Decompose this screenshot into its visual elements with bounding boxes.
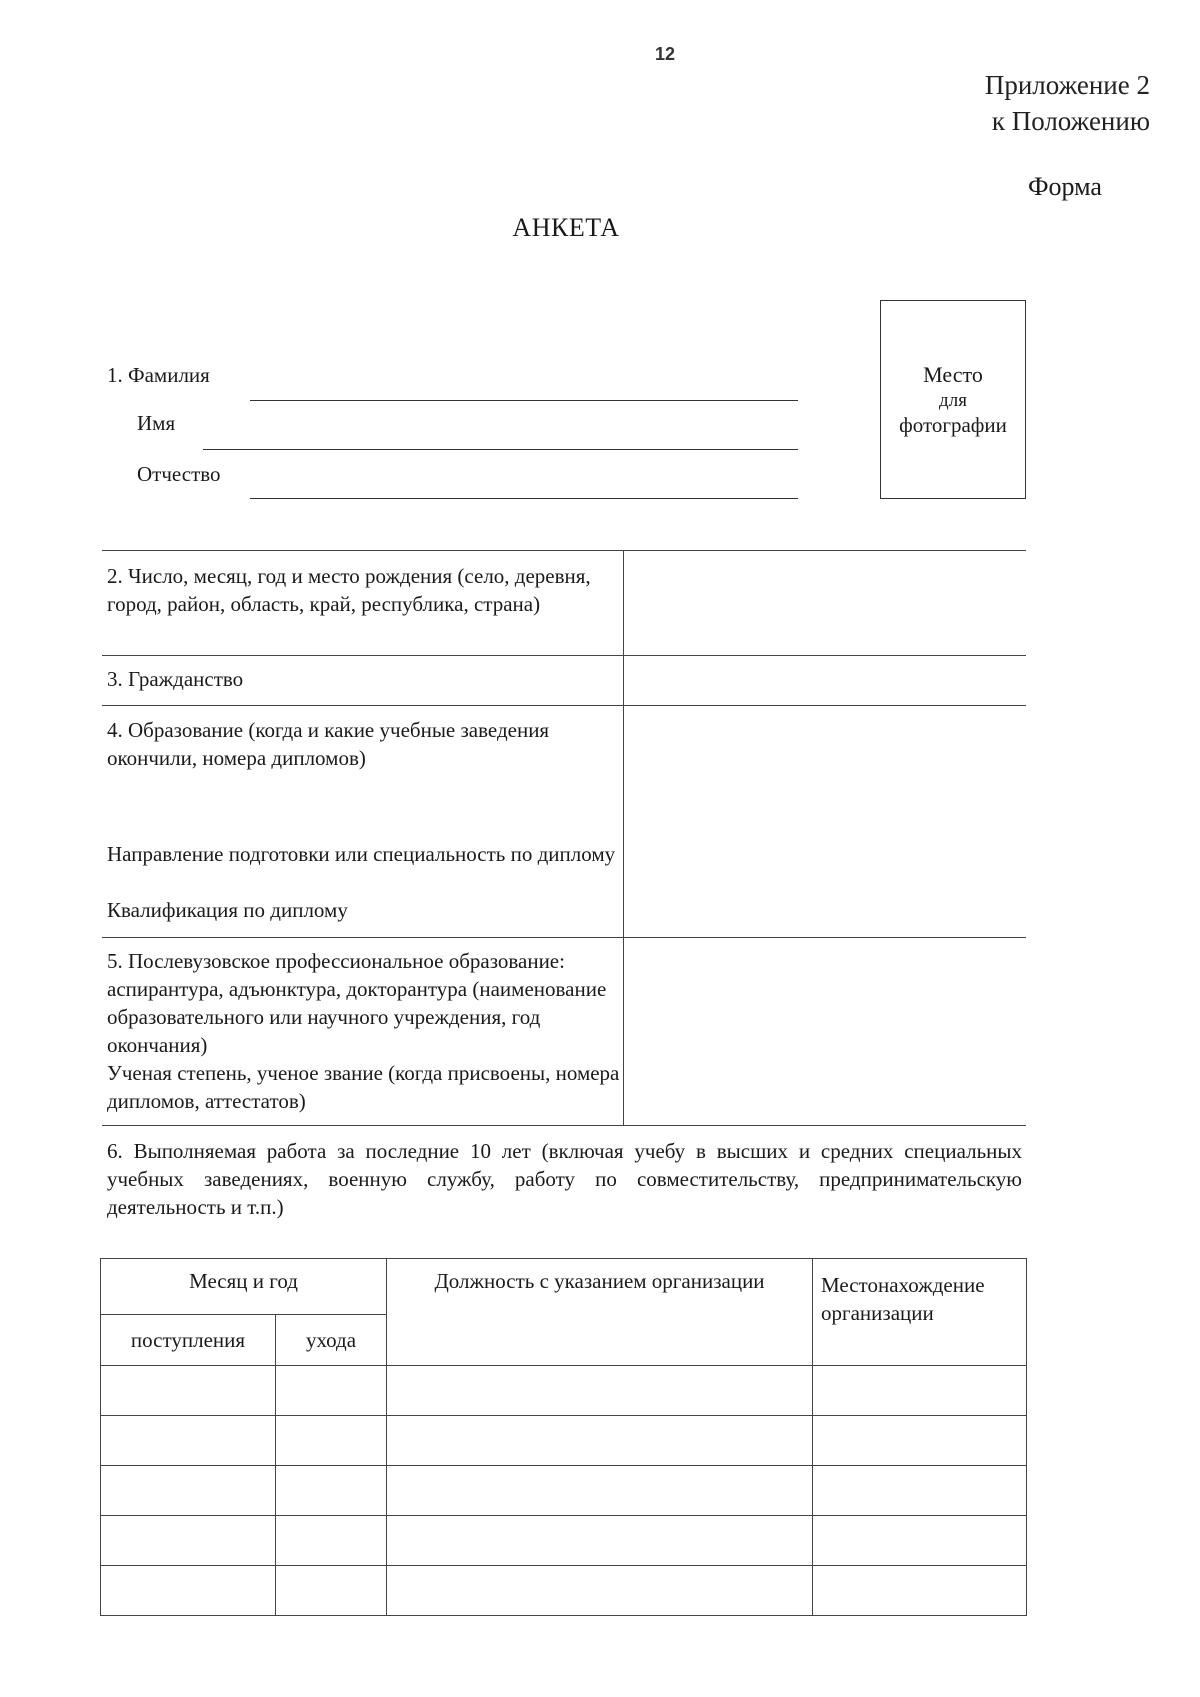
departure-cell[interactable] <box>276 1516 387 1566</box>
position-cell[interactable] <box>387 1516 813 1566</box>
citizenship-answer-field[interactable] <box>626 657 1026 704</box>
position-cell[interactable] <box>387 1566 813 1616</box>
table-row <box>101 1416 1027 1466</box>
birth-answer-field[interactable] <box>626 552 1026 654</box>
first-name-field[interactable] <box>203 449 798 450</box>
header-month-year: Месяц и год <box>101 1259 387 1315</box>
admission-cell[interactable] <box>101 1466 276 1516</box>
table-row <box>101 1566 1027 1616</box>
departure-cell[interactable] <box>276 1466 387 1516</box>
header-position: Должность с указанием организации <box>387 1259 813 1366</box>
education-answer-field[interactable] <box>626 707 1026 936</box>
question-4-qualification: Квалификация по диплому <box>107 898 348 922</box>
question-5-degree: Ученая степень, ученое звание (когда присвоены, номера дипломов, аттестатов) <box>107 1061 620 1113</box>
admission-cell[interactable] <box>101 1516 276 1566</box>
location-cell[interactable] <box>813 1466 1027 1516</box>
header-departure: ухода <box>276 1315 387 1366</box>
postgraduate-answer-field[interactable] <box>626 939 1026 1124</box>
location-cell[interactable] <box>813 1416 1027 1466</box>
table-row <box>101 1366 1027 1416</box>
position-cell[interactable] <box>387 1366 813 1416</box>
photo-label-line-1: Место <box>923 362 983 387</box>
page-number: 12 <box>654 44 676 64</box>
departure-cell[interactable] <box>276 1566 387 1616</box>
row-divider <box>102 550 1026 551</box>
section-6-text: 6. Выполняемая работа за последние 10 лет (включая учебу в высших и средних специальных учебных заведениях, военную службу, работу по совместительству, предпринимательскую деятельность и т.п.) <box>107 1139 1022 1219</box>
appendix-line-1: Приложение 2 <box>984 70 1150 100</box>
location-cell[interactable] <box>813 1366 1027 1416</box>
row-divider <box>102 937 1026 938</box>
surname-label: 1. Фамилия <box>107 363 210 387</box>
header-location: Местонахождение организации <box>813 1259 1027 1366</box>
header-admission: поступления <box>101 1315 276 1366</box>
departure-cell[interactable] <box>276 1366 387 1416</box>
location-cell[interactable] <box>813 1566 1027 1616</box>
question-2: 2. Число, месяц, год и место рождения (село, деревня, город, район, область, край, республика, страна) <box>107 564 591 616</box>
surname-field[interactable] <box>250 400 798 401</box>
question-4-specialty: Направление подготовки или специальность по диплому <box>107 842 616 866</box>
question-4: 4. Образование (когда и какие учебные заведения окончили, номера дипломов) <box>107 718 550 770</box>
form-label: Форма <box>1028 172 1102 201</box>
patronymic-label: Отчество <box>137 462 221 486</box>
row-divider <box>102 705 1026 706</box>
photo-placeholder[interactable] <box>880 300 1026 499</box>
row-divider <box>102 655 1026 656</box>
location-cell[interactable] <box>813 1516 1027 1566</box>
appendix-line-2: к Положению <box>991 106 1150 136</box>
admission-cell[interactable] <box>101 1566 276 1616</box>
row-divider <box>102 1125 1026 1126</box>
patronymic-field[interactable] <box>250 498 798 499</box>
table-row <box>101 1466 1027 1516</box>
position-cell[interactable] <box>387 1416 813 1466</box>
document-title: АНКЕТА <box>512 213 620 242</box>
position-cell[interactable] <box>387 1466 813 1516</box>
admission-cell[interactable] <box>101 1366 276 1416</box>
question-3: 3. Гражданство <box>107 667 244 691</box>
photo-label-line-2: для <box>939 389 967 411</box>
first-name-label: Имя <box>137 411 176 435</box>
admission-cell[interactable] <box>101 1416 276 1466</box>
departure-cell[interactable] <box>276 1416 387 1466</box>
photo-label-line-3: фотографии <box>899 413 1007 438</box>
table-row <box>101 1516 1027 1566</box>
question-5: 5. Послевузовское профессиональное образование: аспирантура, адъюнктура, докторантура (наименование образовательного или научного учреждения, год окончания) <box>107 949 607 1057</box>
work-history-table <box>100 1258 1027 1616</box>
